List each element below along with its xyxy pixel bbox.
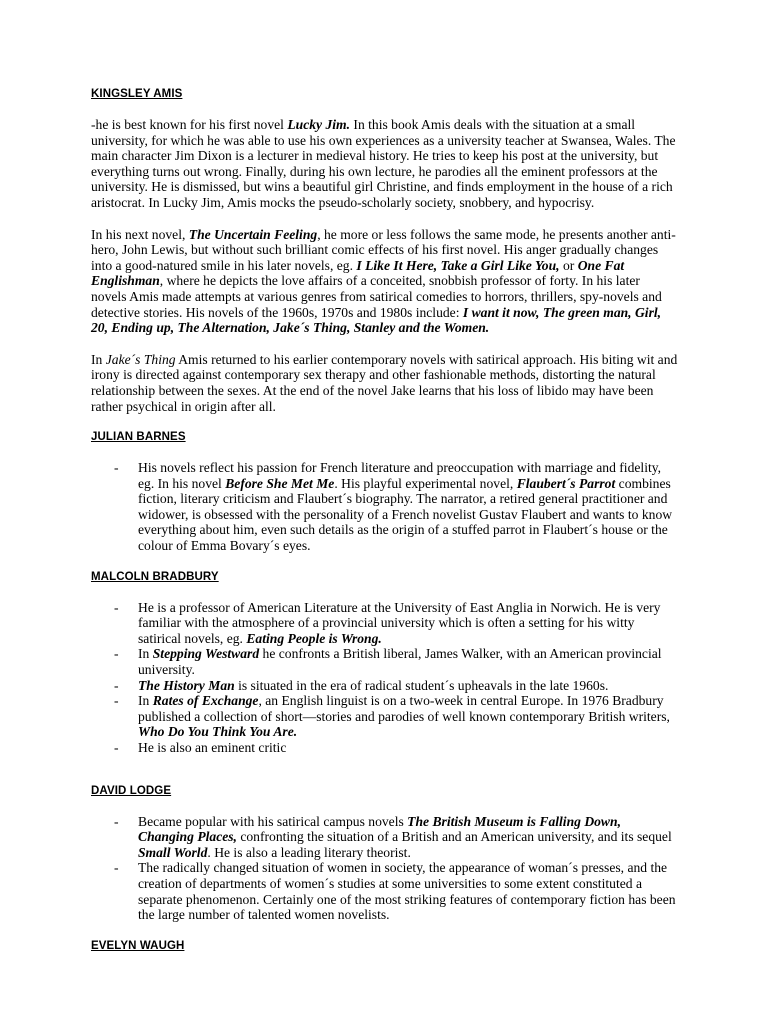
- list-item: - The radically changed situation of women in society, the appearance of woman´s presses, and the creation of departments of women´s studies at some universities to some extent constituted a separate phenomenon. Certainly one of the most striking features of contemporary fiction has been the large number of talented women novelists.: [114, 860, 676, 923]
- book-title: The Uncertain Feeling: [188, 226, 318, 242]
- book-title: Who Do You Think You Are.: [138, 724, 298, 740]
- amis-paragraph-2: In his next novel, The Uncertain Feeling, he more or less follows the same mode, he presents another anti-hero, John Lewis, but without such brilliant comic effects of his first novel. His anger gradually changes into a good-natured smile in his later novels, eg. I Like It Here, Take a Girl Like You, or One Fat Englishman, where he depicts the love affairs of a conceited, snobbish professor of forty. In his later novels Amis made attempts at various genres from satirical comedies to horrors, thrillers, spy-novels and detective stories. His novels of the 1960s, 1970s and 1980s include: I want it now, The green man, Girl, 20, Ending up, The Alternation, Jake´s Thing, Stanley and the Women.: [91, 226, 676, 336]
- book-title: Before She Met Me: [225, 475, 335, 491]
- list-item: - In Stepping Westward he confronts a British liberal, James Walker, with an American provincial university.: [114, 646, 662, 678]
- book-title: The British Museum is Falling Down, Changing Places,: [138, 813, 621, 845]
- dash-bullet: -: [114, 740, 119, 755]
- book-title: One Fat Englishman: [91, 257, 625, 289]
- book-title: Jake´s Thing: [105, 351, 176, 367]
- list-item: - He is a professor of American Literature at the University of East Anglia in Norwich. He is very familiar with the atmosphere of a provincial university which is often a setting for his witty satirical novels, eg. Eating People is Wrong.: [114, 599, 661, 646]
- dash-bullet: -: [114, 813, 119, 829]
- bradbury-list: [91, 600, 678, 756]
- book-title: Lucky Jim.: [287, 117, 351, 132]
- dash-bullet: -: [114, 693, 119, 709]
- list-item: - The History Man is situated in the era of radical student´s upheavals in the late 1960s.: [114, 677, 609, 693]
- section-heading-malcoln-bradbury: MALCOLN BRADBURY: [91, 570, 219, 583]
- list-item: - In Rates of Exchange, an English linguist is on a two-week in central Europe. In 1976 Bradbury published a collection of short—stories and parodies of well known contemporary British writers, Who Do You Think You Are.: [114, 693, 670, 740]
- book-title: The History Man: [138, 677, 235, 693]
- book-title: Small World: [138, 844, 208, 860]
- dash-bullet: -: [114, 646, 119, 662]
- dash-bullet: -: [114, 599, 119, 615]
- book-title: Flaubert´s Parrot: [516, 475, 616, 491]
- book-title: I want it now, The green man, Girl, 20, Ending up, The Alternation, Jake´s Thing, Stanley and the Women.: [91, 304, 662, 336]
- amis-paragraph-1: -he is best known for his first novel Lucky Jim. In this book Amis deals with the situation at a small university, for which he was able to use his own experiences as a university teacher at Swansea, Wales. The main character Jim Dixon is a lecturer in medieval history. He tries to keep his post at the university, but everything turns out wrong. Finally, during his own lecture, he parodies all the eminent professors at the university. He is dismissed, but wins a beautiful girl Christine, and finds employment in the house of a rich aristocrat. In Lucky Jim, Amis mocks the pseudo-scholarly society, snobbery, and hypocrisy.: [91, 117, 676, 210]
- dash-bullet: -: [114, 677, 119, 693]
- book-title: Eating People is Wrong.: [246, 630, 382, 646]
- lodge-list: [91, 814, 678, 923]
- book-title: Rates of Exchange: [152, 693, 259, 709]
- book-title: I Like It Here, Take a Girl Like You,: [356, 257, 560, 273]
- amis-paragraph-3: In Jake´s Thing Amis returned to his earlier contemporary novels with satirical approach. His biting wit and irony is directed against contemporary sex therapy and other fashionable methods, distorting the natural relationship between the sexes. At the end of the novel Jake learns that his loss of libido may have been rather psychical in origin after all.: [91, 351, 678, 414]
- dash-bullet: -: [114, 860, 119, 876]
- dash-bullet: -: [114, 460, 119, 476]
- list-item: - Became popular with his satirical campus novels The British Museum is Falling Down, Changing Places, confronting the situation of a British and an American university, and its sequel Small World. He is also a leading literary theorist.: [114, 813, 672, 860]
- section-heading-julian-barnes: JULIAN BARNES: [91, 431, 186, 444]
- section-heading-david-lodge: DAVID LODGE: [91, 784, 172, 797]
- list-item: - He is also an eminent critic: [114, 740, 287, 755]
- book-title: Stepping Westward: [152, 646, 260, 662]
- list-item: - His novels reflect his passion for French literature and preoccupation with marriage and fidelity, eg. In his novel Before She Met Me. His playful experimental novel, Flaubert´s Parrot combines fiction, literary criticism and Flaubert´s biography. The narrator, a retired general practitioner and widower, is obsessed with the personality of a French novelist Gustav Flaubert and wants to know everything about him, even such details as the origin of a stuffed parrot in Flaubert´s house or the colour of Emma Bovary´s eyes.: [114, 460, 673, 554]
- section-heading-kingsley-amis: KINGSLEY AMIS: [91, 88, 183, 100]
- barnes-list: [91, 460, 678, 554]
- section-heading-evelyn-waugh: EVELYN WAUGH: [91, 939, 185, 952]
